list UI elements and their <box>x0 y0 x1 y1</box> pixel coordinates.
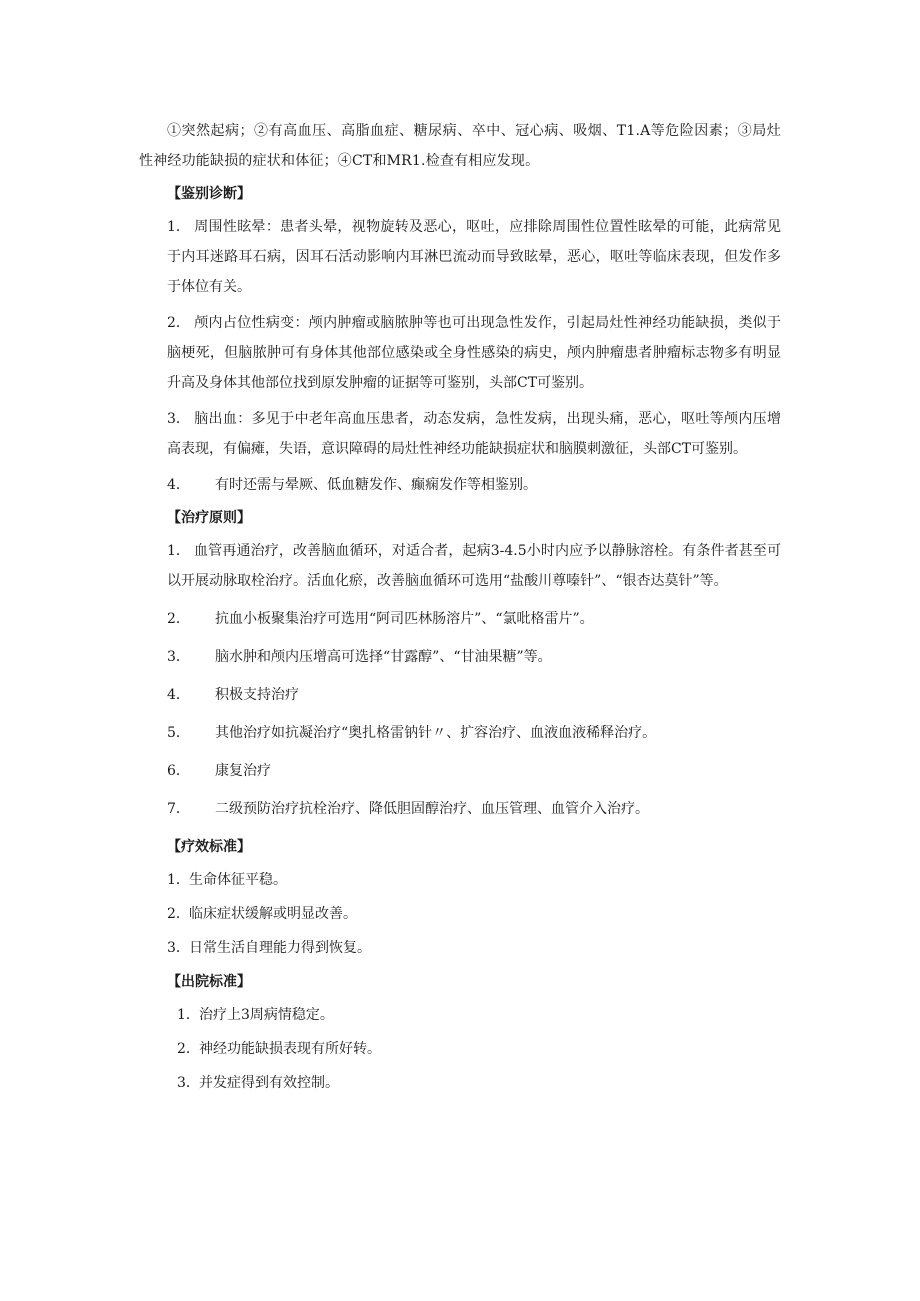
item-number: 2． <box>167 906 190 922</box>
differential-item <box>139 404 781 464</box>
document-page <box>139 116 781 1102</box>
differential-diagnosis-heading: 【鉴别诊断】 <box>167 186 251 202</box>
item-number: 3． <box>177 1075 200 1091</box>
item-number: 3． <box>167 940 190 956</box>
item-number: 3． <box>167 411 190 427</box>
item-number: 6． <box>167 763 190 779</box>
treatment-item <box>139 756 781 786</box>
item-number: 4． <box>167 477 190 493</box>
item-text: 二级预防治疗抗栓治疗、降低胆固醇治疗、血压管理、血管介入治疗。 <box>215 801 649 817</box>
item-text: 脑出血：多见于中老年高血压患者，动态发病，急性发病，出现头痛，恶心，呕吐等颅内压增高表现，有偏瘫，失语，意识障碍的局灶性神经功能缺损症状和脑膜刺激征，头部CT可鉴别。 <box>167 411 781 457</box>
item-text: 并发症得到有效控制。 <box>199 1075 339 1091</box>
efficacy-item <box>139 933 781 963</box>
item-number: 5． <box>167 725 190 741</box>
discharge-item <box>139 1034 781 1064</box>
discharge-standard-heading: 【出院标准】 <box>167 974 251 990</box>
efficacy-item <box>139 899 781 929</box>
item-text: 临床症状缓解或明显改善。 <box>189 906 357 922</box>
item-text: 颅内占位性病变：颅内肿瘤或脑脓肿等也可出现急性发作，引起局灶性神经功能缺损，类似于脑梗死，但脑脓肿可有身体其他部位感染或全身性感染的病史，颅内肿瘤患者肿瘤标志物多有明显升高及身体其他部位找到原发肿瘤的证据等可鉴别，头部CT可鉴别。 <box>167 315 781 391</box>
treatment-item <box>139 536 781 596</box>
item-number: 1． <box>177 1007 200 1023</box>
differential-item <box>139 212 781 302</box>
item-number: 7． <box>167 801 190 817</box>
efficacy-standard-heading: 【疗效标准】 <box>167 839 251 855</box>
item-number: 1． <box>167 219 190 235</box>
item-number: 1． <box>167 543 190 559</box>
differential-item <box>139 470 781 500</box>
item-number: 2． <box>167 611 190 627</box>
item-text: 血管再通治疗，改善脑血循环，对适合者，起病3-4.5小时内应予以静脉溶栓。有条件者甚至可以开展动脉取栓治疗。活血化瘀，改善脑血循环可选用“盐酸川尊嗪针”、“银杏达莫针”等。 <box>167 543 781 589</box>
efficacy-item <box>139 865 781 895</box>
discharge-item <box>139 1000 781 1030</box>
item-text: 其他治疗如抗凝治疗“奥扎格雷钠针〃、扩容治疗、血液血液稀释治疗。 <box>215 725 657 741</box>
item-text: 神经功能缺损表现有所好转。 <box>199 1041 381 1057</box>
discharge-item <box>139 1068 781 1098</box>
item-text: 周围性眩晕：患者头晕，视物旋转及恶心，呕吐，应排除周围性位置性眩晕的可能，此病常见于内耳迷路耳石病，因耳石活动影响内耳淋巴流动而导致眩晕，恶心，呕吐等临床表现，但发作多于体位有关。 <box>167 219 781 295</box>
differential-item <box>139 308 781 398</box>
item-text: 康复治疗 <box>215 763 271 779</box>
treatment-item <box>139 642 781 672</box>
item-number: 1． <box>167 872 190 888</box>
item-text: 抗血小板聚集治疗可选用“阿司匹林肠溶片”、“氯吡格雷片”。 <box>215 611 594 627</box>
item-number: 3． <box>167 649 190 665</box>
item-number: 2． <box>177 1041 200 1057</box>
treatment-principles-heading: 【治疗原则】 <box>167 510 251 526</box>
item-text: 脑水肿和颅内压增高可选择“甘露醇”、“甘油果糖”等。 <box>215 649 552 665</box>
treatment-item <box>139 604 781 634</box>
treatment-item <box>139 680 781 710</box>
item-text: 积极支持治疗 <box>215 687 299 703</box>
treatment-item <box>139 794 781 824</box>
item-number: 2． <box>167 315 190 331</box>
item-number: 4． <box>167 687 190 703</box>
diagnosis-criteria-paragraph: ①突然起病；②有高血压、高脂血症、糖尿病、卒中、冠心病、吸烟、T1.A等危险因素；③局灶性神经功能缺损的症状和体征；④CT和MR1.检查有相应发现。 <box>139 123 781 169</box>
item-text: 日常生活自理能力得到恢复。 <box>189 940 371 956</box>
item-text: 生命体征平稳。 <box>189 872 287 888</box>
item-text: 有时还需与晕厥、低血糖发作、癫痫发作等相鉴别。 <box>215 477 537 493</box>
treatment-item <box>139 718 781 748</box>
item-text: 治疗上3周病情稳定。 <box>199 1007 334 1023</box>
